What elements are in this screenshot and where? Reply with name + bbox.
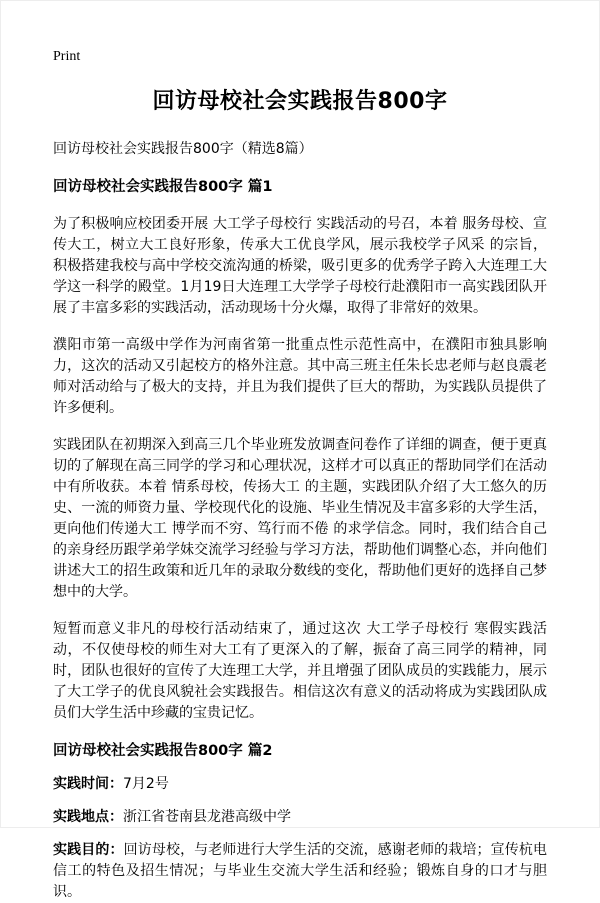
practice-time-value: 7月2号 [123, 776, 169, 792]
practice-place-value: 浙江省苍南县龙港高级中学 [123, 809, 291, 825]
section-2-heading: 回访母校社会实践报告800字 篇2 [53, 743, 273, 759]
practice-place-row [53, 807, 547, 828]
practice-time-row [53, 774, 547, 795]
document-subtitle: 回访母校社会实践报告800字（精选8篇） [53, 141, 313, 157]
section-1-paragraph-4: 短暂而意义非凡的母校行活动结束了，通过这次 大工学子母校行 寒假实践活动，不仅使母校的师生对大工有了更深入的了解，振奋了高三同学的精神，同时，团队也很好的宣传了大连理工大学，并且增强了团队成员的实践能力，展示了大工学子的优良风貌社会实践报告。相信这次有意义的活动将成为实践团队成员们大学生活中珍藏的宝贵记忆。 [53, 621, 547, 721]
practice-place-label: 实践地点： [53, 809, 123, 825]
practice-purpose-value: 回访母校，与老师进行大学生活的交流，感谢老师的栽培；宣传杭电信工的特色及招生情况；与毕业生交流大学生活和经验；锻炼自身的口才与胆识。 [53, 842, 548, 900]
document-title: 回访母校社会实践报告800字 [152, 89, 448, 114]
section-1-paragraph-2: 濮阳市第一高级中学作为河南省第一批重点性示范性高中，在濮阳市独具影响力，这次的活动又引起校方的格外注意。其中高三班主任朱长忠老师与赵良震老师对活动给与了极大的支持，并且为我们提供了巨大的帮助，为实践队员提供了许多便利。 [53, 337, 547, 416]
section-1-paragraph-3: 实践团队在初期深入到高三几个毕业班发放调查问卷作了详细的调查，便于更真切的了解现在高三同学的学习和心理状况，这样才可以真正的帮助同学们在活动中有所收获。本着 情系母校，传扬大工 的主题，实践团队介绍了大工悠久的历史、一流的师资力量、学校现代化的设施、毕业生情况及丰富多彩的大学生活，更向他们传递大工 博学而不穷、笃行而不倦 的求学信念。同时，我们结合自己的亲身经历跟学弟学妹交流学习经验与学习方法，帮助他们调整心态，并向他们讲述大工的招生政策和近几年的录取分数线的变化，帮助他们更好的选择自己梦想中的大学。 [53, 437, 547, 600]
practice-time-label: 实践时间： [53, 776, 123, 792]
section-1-heading: 回访母校社会实践报告800字 篇1 [53, 179, 273, 195]
practice-purpose-label: 实践目的： [53, 842, 124, 858]
practice-purpose-row [53, 840, 547, 903]
print-link[interactable]: Print [53, 49, 81, 64]
document-page [1, 1, 599, 900]
section-1-paragraph-1: 为了积极响应校团委开展 大工学子母校行 实践活动的号召，本着 服务母校、宣传大工，树立大工良好形象，传承大工优良学风，展示我校学子风采 的宗旨，积极搭建我校与高中学校交流沟通的桥梁，吸引更多的优秀学子跨入大连理工大学这一科学的殿堂。1月19日大连理工大学学子母校行赴濮阳市一高实践团队开展了丰富多彩的实践活动，活动现场十分火爆，取得了非常好的效果。 [53, 216, 547, 316]
